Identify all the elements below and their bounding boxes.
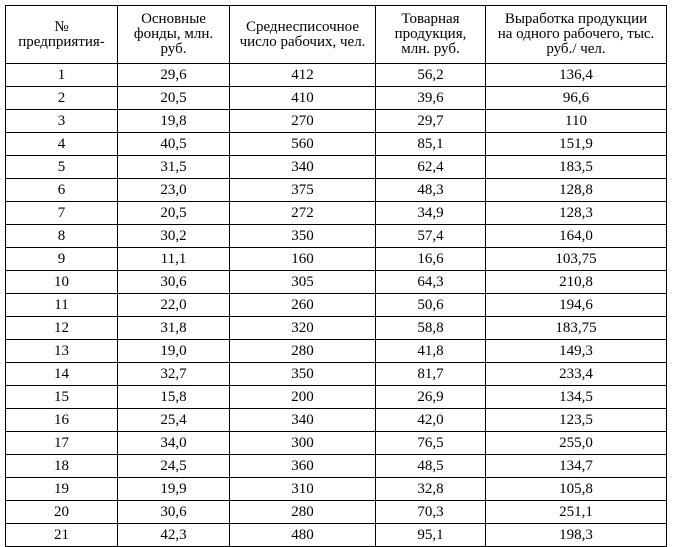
header-enterprise-number (6, 6, 118, 64)
header-text-line: Выработка продукции (504, 11, 648, 27)
cell-fixed-assets: 30,6 (118, 271, 230, 294)
cell-fixed-assets: 20,5 (118, 202, 230, 225)
header-text-line: на одного рабочего, тыс. (497, 26, 655, 42)
cell-output-per-worker: 183,5 (486, 156, 667, 179)
table-row (6, 455, 667, 478)
table-row (6, 524, 667, 547)
header-text-line: продукция, (394, 26, 467, 42)
cell-enterprise-number: 9 (6, 248, 118, 271)
cell-commercial-output: 95,1 (376, 524, 486, 547)
cell-enterprise-number: 6 (6, 179, 118, 202)
cell-commercial-output: 64,3 (376, 271, 486, 294)
cell-avg-workers: 280 (230, 340, 376, 363)
table-row (6, 64, 667, 87)
cell-commercial-output: 42,0 (376, 409, 486, 432)
cell-avg-workers: 300 (230, 432, 376, 455)
cell-output-per-worker: 194,6 (486, 294, 667, 317)
cell-fixed-assets: 25,4 (118, 409, 230, 432)
header-text-line: руб./ чел. (546, 41, 606, 57)
table-row (6, 248, 667, 271)
cell-commercial-output: 34,9 (376, 202, 486, 225)
header-text-line: фонды, млн. (133, 26, 214, 42)
cell-enterprise-number: 17 (6, 432, 118, 455)
cell-commercial-output: 48,5 (376, 455, 486, 478)
cell-avg-workers: 375 (230, 179, 376, 202)
table-row (6, 202, 667, 225)
cell-output-per-worker: 149,3 (486, 340, 667, 363)
table-row (6, 271, 667, 294)
cell-output-per-worker: 255,0 (486, 432, 667, 455)
cell-avg-workers: 360 (230, 455, 376, 478)
cell-avg-workers: 412 (230, 64, 376, 87)
cell-commercial-output: 57,4 (376, 225, 486, 248)
cell-fixed-assets: 15,8 (118, 386, 230, 409)
header-text-line: Среднесписочное (245, 18, 360, 35)
cell-output-per-worker: 96,6 (486, 87, 667, 110)
cell-enterprise-number: 4 (6, 133, 118, 156)
table-header-row (6, 6, 667, 64)
cell-output-per-worker: 151,9 (486, 133, 667, 156)
table-row (6, 386, 667, 409)
header-avg-workers (230, 6, 376, 64)
cell-commercial-output: 29,7 (376, 110, 486, 133)
cell-output-per-worker: 164,0 (486, 225, 667, 248)
cell-commercial-output: 85,1 (376, 133, 486, 156)
table-row (6, 133, 667, 156)
table-row (6, 225, 667, 248)
cell-commercial-output: 81,7 (376, 363, 486, 386)
cell-enterprise-number: 18 (6, 455, 118, 478)
cell-output-per-worker: 251,1 (486, 501, 667, 524)
cell-fixed-assets: 40,5 (118, 133, 230, 156)
cell-output-per-worker: 105,8 (486, 478, 667, 501)
table-row (6, 478, 667, 501)
cell-commercial-output: 58,8 (376, 317, 486, 340)
cell-fixed-assets: 20,5 (118, 87, 230, 110)
table-row (6, 110, 667, 133)
cell-fixed-assets: 11,1 (118, 248, 230, 271)
cell-commercial-output: 70,3 (376, 501, 486, 524)
cell-fixed-assets: 19,0 (118, 340, 230, 363)
cell-fixed-assets: 30,6 (118, 501, 230, 524)
cell-fixed-assets: 30,2 (118, 225, 230, 248)
header-text-line: Основные (141, 11, 206, 27)
cell-avg-workers: 200 (230, 386, 376, 409)
cell-output-per-worker: 198,3 (486, 524, 667, 547)
cell-fixed-assets: 31,5 (118, 156, 230, 179)
cell-output-per-worker: 134,7 (486, 455, 667, 478)
cell-fixed-assets: 31,8 (118, 317, 230, 340)
cell-avg-workers: 305 (230, 271, 376, 294)
cell-avg-workers: 160 (230, 248, 376, 271)
cell-output-per-worker: 136,4 (486, 64, 667, 87)
cell-enterprise-number: 13 (6, 340, 118, 363)
header-text-line: № (54, 18, 69, 35)
cell-output-per-worker: 233,4 (486, 363, 667, 386)
cell-enterprise-number: 15 (6, 386, 118, 409)
table-row (6, 363, 667, 386)
cell-avg-workers: 280 (230, 501, 376, 524)
cell-enterprise-number: 20 (6, 501, 118, 524)
table-row (6, 501, 667, 524)
cell-output-per-worker: 134,5 (486, 386, 667, 409)
cell-fixed-assets: 22,0 (118, 294, 230, 317)
cell-enterprise-number: 10 (6, 271, 118, 294)
table-row (6, 409, 667, 432)
cell-commercial-output: 50,6 (376, 294, 486, 317)
table-row (6, 432, 667, 455)
header-text-line: число рабочих, чел. (239, 33, 366, 50)
cell-enterprise-number: 7 (6, 202, 118, 225)
cell-enterprise-number: 14 (6, 363, 118, 386)
table-row (6, 340, 667, 363)
header-text-line: млн. руб. (401, 41, 460, 57)
cell-enterprise-number: 1 (6, 64, 118, 87)
cell-avg-workers: 350 (230, 363, 376, 386)
cell-enterprise-number: 21 (6, 524, 118, 547)
table-row (6, 294, 667, 317)
cell-enterprise-number: 8 (6, 225, 118, 248)
table-row (6, 156, 667, 179)
cell-enterprise-number: 2 (6, 87, 118, 110)
cell-commercial-output: 39,6 (376, 87, 486, 110)
cell-avg-workers: 350 (230, 225, 376, 248)
cell-commercial-output: 26,9 (376, 386, 486, 409)
cell-commercial-output: 56,2 (376, 64, 486, 87)
cell-output-per-worker: 123,5 (486, 409, 667, 432)
cell-commercial-output: 62,4 (376, 156, 486, 179)
cell-output-per-worker: 128,3 (486, 202, 667, 225)
header-fixed-assets (118, 6, 230, 64)
header-text-line: руб. (160, 41, 187, 57)
cell-commercial-output: 48,3 (376, 179, 486, 202)
cell-output-per-worker: 103,75 (486, 248, 667, 271)
cell-avg-workers: 410 (230, 87, 376, 110)
cell-avg-workers: 340 (230, 156, 376, 179)
enterprise-data-table (5, 5, 667, 547)
cell-fixed-assets: 19,9 (118, 478, 230, 501)
header-text-line: Товарная (401, 11, 460, 27)
cell-fixed-assets: 23,0 (118, 179, 230, 202)
table-row (6, 179, 667, 202)
cell-fixed-assets: 29,6 (118, 64, 230, 87)
cell-enterprise-number: 11 (6, 294, 118, 317)
cell-avg-workers: 320 (230, 317, 376, 340)
header-text-line: предприятия- (18, 33, 105, 50)
cell-enterprise-number: 5 (6, 156, 118, 179)
table-row (6, 317, 667, 340)
cell-avg-workers: 310 (230, 478, 376, 501)
cell-avg-workers: 272 (230, 202, 376, 225)
cell-avg-workers: 260 (230, 294, 376, 317)
cell-enterprise-number: 12 (6, 317, 118, 340)
cell-output-per-worker: 183,75 (486, 317, 667, 340)
header-commercial-output (376, 6, 486, 64)
cell-commercial-output: 32,8 (376, 478, 486, 501)
header-output-per-worker (486, 6, 667, 64)
cell-avg-workers: 480 (230, 524, 376, 547)
table-body (6, 64, 667, 547)
cell-enterprise-number: 3 (6, 110, 118, 133)
cell-enterprise-number: 16 (6, 409, 118, 432)
cell-fixed-assets: 24,5 (118, 455, 230, 478)
cell-output-per-worker: 210,8 (486, 271, 667, 294)
cell-commercial-output: 16,6 (376, 248, 486, 271)
cell-output-per-worker: 110 (486, 110, 667, 133)
cell-avg-workers: 560 (230, 133, 376, 156)
cell-avg-workers: 270 (230, 110, 376, 133)
cell-avg-workers: 340 (230, 409, 376, 432)
cell-enterprise-number: 19 (6, 478, 118, 501)
cell-fixed-assets: 42,3 (118, 524, 230, 547)
table-row (6, 87, 667, 110)
cell-commercial-output: 41,8 (376, 340, 486, 363)
cell-fixed-assets: 34,0 (118, 432, 230, 455)
table-container (5, 5, 667, 547)
cell-commercial-output: 76,5 (376, 432, 486, 455)
cell-output-per-worker: 128,8 (486, 179, 667, 202)
cell-fixed-assets: 32,7 (118, 363, 230, 386)
cell-fixed-assets: 19,8 (118, 110, 230, 133)
